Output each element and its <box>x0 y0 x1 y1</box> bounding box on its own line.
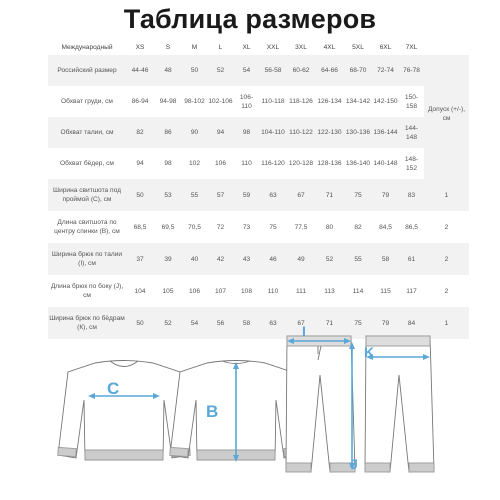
table-cell: 148-152 <box>404 155 419 172</box>
table-row <box>48 243 469 275</box>
header-cell-size: 3XL <box>295 43 307 51</box>
table-cell: 64-66 <box>315 55 344 86</box>
header-cell-size: XXL <box>266 43 280 51</box>
table-cell: 75 <box>344 307 372 339</box>
tolerance-cell: 2 <box>444 287 449 295</box>
header-cell-size: 6XL <box>379 43 392 51</box>
table-cell: 52 <box>207 55 234 86</box>
table-cell: 102 <box>188 160 200 167</box>
table-cell: 50 <box>126 307 154 339</box>
row-label: Длина свитшота по центру спинки (В), см <box>54 219 120 235</box>
table-cell: 46 <box>259 243 287 275</box>
header-cell-size: 4XL <box>323 43 336 51</box>
table-row <box>48 117 469 148</box>
table-cell: 54 <box>234 55 259 86</box>
letter-j: J <box>350 456 358 472</box>
table-row <box>48 86 469 117</box>
table-row <box>48 179 469 211</box>
row-label: Ширина брюк по талии (I), см <box>48 243 126 275</box>
table-cell: 54 <box>182 307 207 339</box>
table-cell: 105 <box>162 287 174 295</box>
table-cell: 104 <box>134 287 146 295</box>
table-cell: 142-150 <box>373 98 398 105</box>
table-cell: 50 <box>126 179 154 211</box>
header-cell-size: XL <box>242 43 251 51</box>
table-cell: 122-130 <box>315 117 344 148</box>
header-cell-tolerance: Допуск (+/-), см <box>424 55 469 179</box>
table-cell: 55 <box>182 179 207 211</box>
table-cell: 144-148 <box>399 117 424 148</box>
table-cell: 120-128 <box>288 160 314 167</box>
table-cell: 110 <box>267 287 279 295</box>
table-cell: 52 <box>315 243 344 275</box>
table-cell: 56 <box>207 307 234 339</box>
table-cell: 108 <box>240 287 252 295</box>
table-cell: 136-144 <box>372 117 399 148</box>
letter-c: C <box>107 379 120 398</box>
table-cell: 98-102 <box>184 98 205 105</box>
table-cell: 59 <box>234 179 259 211</box>
table-cell: 116-120 <box>261 160 285 167</box>
table-cell: 79 <box>372 179 399 211</box>
table-cell: 63 <box>259 179 287 211</box>
table-cell: 126-134 <box>317 98 342 105</box>
table-cell: 79 <box>372 307 399 339</box>
table-cell: 75 <box>269 223 277 231</box>
table-cell: 56-58 <box>259 55 287 86</box>
table-cell: 113 <box>324 287 335 295</box>
table-cell: 60-62 <box>287 55 315 86</box>
table-cell: 58 <box>372 243 399 275</box>
table-cell: 68-70 <box>344 55 372 86</box>
header-cell-size: 5XL <box>352 43 364 51</box>
table-cell: 55 <box>344 243 372 275</box>
table-cell: 110 <box>241 160 252 167</box>
table-row <box>48 275 469 307</box>
table-cell: 94 <box>207 117 234 148</box>
table-row <box>48 211 469 243</box>
letter-i: I <box>302 323 306 339</box>
tolerance-cell: 2 <box>444 223 449 231</box>
table-cell: 71 <box>315 179 344 211</box>
table-cell: 63 <box>259 307 287 339</box>
table-header-row <box>48 39 469 55</box>
table-cell: 84,5 <box>379 223 392 231</box>
table-cell: 70,5 <box>188 223 201 231</box>
table-cell: 150-158 <box>404 93 419 110</box>
table-cell: 42 <box>207 243 234 275</box>
pants-front <box>286 336 355 472</box>
table-cell: 58 <box>234 307 259 339</box>
table-cell: 110-118 <box>261 98 285 105</box>
table-cell: 118-126 <box>289 98 313 105</box>
header-cell-label: Международный <box>61 43 113 51</box>
table-cell: 72-74 <box>372 55 399 86</box>
size-table-body <box>48 39 469 339</box>
table-cell: 86,5 <box>405 223 418 231</box>
table-cell: 106-110 <box>239 93 254 110</box>
row-label: Длина брюк по боку (J), см <box>50 283 124 299</box>
row-label: Ширина брюк по бёдрам (К), см <box>48 307 126 339</box>
table-cell: 48 <box>154 55 182 86</box>
table-cell: 40 <box>182 243 207 275</box>
header-cell-size: M <box>191 43 198 51</box>
table-cell: 128-136 <box>317 160 342 167</box>
sweatshirt-front <box>58 361 191 461</box>
table-cell: 71 <box>315 307 344 339</box>
table-cell: 98 <box>164 160 172 167</box>
table-cell: 77,5 <box>294 223 308 231</box>
row-label: Ширина свитшота под проймой (С), см <box>48 179 126 211</box>
table-cell: 102-106 <box>208 98 233 105</box>
table-cell: 140-148 <box>373 160 398 167</box>
table-cell: 67 <box>287 307 315 339</box>
table-cell: 115 <box>380 287 391 295</box>
table-cell: 53 <box>154 179 182 211</box>
table-cell: 43 <box>234 243 259 275</box>
table-cell: 84 <box>399 307 424 339</box>
table-cell: 106 <box>214 160 226 167</box>
table-cell: 114 <box>352 287 364 295</box>
table-row <box>48 148 469 179</box>
table-cell: 94-98 <box>159 98 177 105</box>
table-cell: 86 <box>154 117 182 148</box>
table-cell: 75 <box>344 179 372 211</box>
table-cell: 107 <box>214 287 226 295</box>
table-cell: 104-110 <box>259 117 287 148</box>
table-cell: 110-122 <box>287 117 315 148</box>
tolerance-cell: 1 <box>424 307 469 339</box>
letter-k: K <box>364 344 375 360</box>
row-label: Обхват талии, см <box>48 117 126 148</box>
row-label: Обхват бёдер, см <box>60 160 114 167</box>
header-cell-size: XS <box>135 43 145 51</box>
table-cell: 94 <box>136 160 144 167</box>
header-cell-size: S <box>165 43 171 51</box>
table-cell: 68,5 <box>133 223 147 231</box>
row-label: Российский размер <box>48 55 126 86</box>
page-title: Таблица размеров <box>123 4 377 34</box>
table-cell: 86-94 <box>131 98 149 105</box>
table-cell: 106 <box>188 287 200 295</box>
table-cell: 111 <box>295 287 307 295</box>
table-cell: 134-142 <box>345 98 371 105</box>
header-cell-size: L <box>218 43 223 51</box>
table-cell: 76-78 <box>399 55 424 86</box>
table-cell: 52 <box>154 307 182 339</box>
header-cell-size: 7XL <box>405 43 418 51</box>
table-cell: 44-46 <box>126 55 154 86</box>
table-cell: 136-140 <box>345 160 371 167</box>
table-cell: 72 <box>216 223 225 231</box>
table-cell: 39 <box>154 243 182 275</box>
table-cell: 69,5 <box>161 223 175 231</box>
table-cell: 61 <box>399 243 424 275</box>
table-cell: 83 <box>399 179 424 211</box>
size-table <box>48 39 469 339</box>
tolerance-cell: 1 <box>424 179 469 211</box>
table-cell: 82 <box>126 117 154 148</box>
table-cell: 67 <box>287 179 315 211</box>
table-row <box>48 55 469 86</box>
table-cell: 117 <box>406 287 417 295</box>
table-cell: 57 <box>207 179 234 211</box>
table-cell: 37 <box>126 243 154 275</box>
table-cell: 98 <box>234 117 259 148</box>
table-cell: 73 <box>242 223 251 231</box>
clothing-illustration <box>0 320 500 500</box>
table-cell: 90 <box>182 117 207 148</box>
row-label: Обхват груди, см <box>61 98 113 105</box>
tolerance-cell: 2 <box>424 243 469 275</box>
table-cell: 50 <box>182 55 207 86</box>
table-cell: 130-136 <box>344 117 372 148</box>
table-cell: 80 <box>325 223 334 231</box>
table-cell: 82 <box>354 223 362 231</box>
table-cell: 49 <box>287 243 315 275</box>
letter-b: B <box>206 402 219 421</box>
